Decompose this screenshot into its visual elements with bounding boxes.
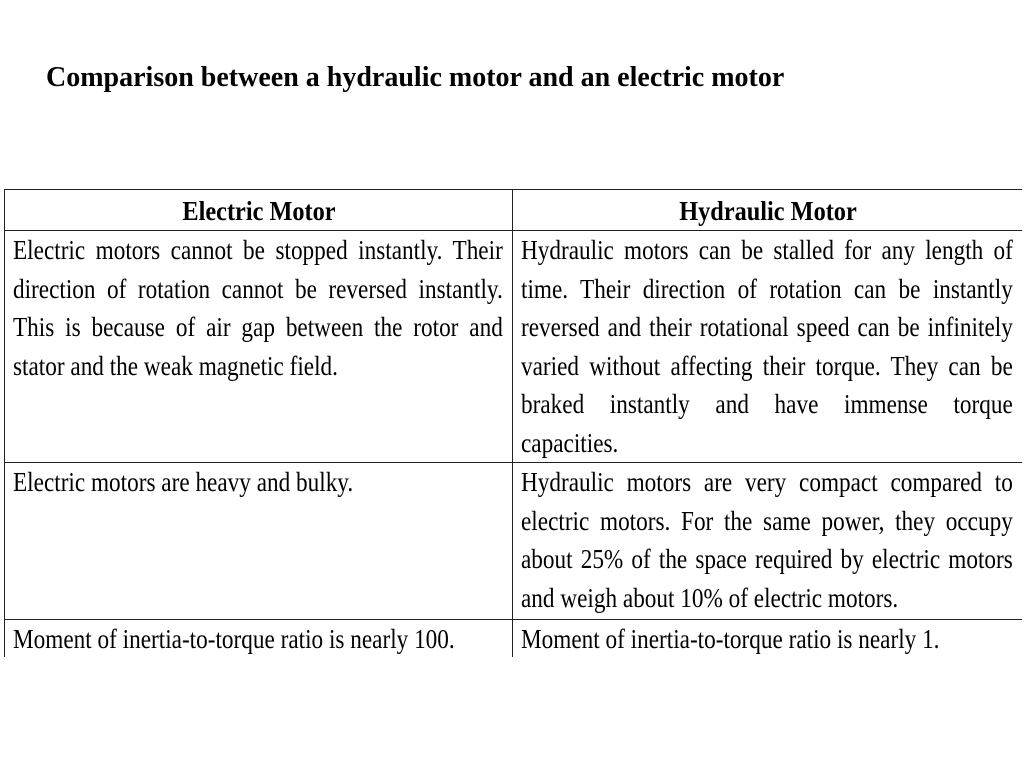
cell-text: Hydraulic motors can be stalled for any length of time. Their direction of rotation can be instantly reversed and their rotational speed can be infinitely varied without affecting their torque. They can be braked instantly and have immense torque capacities.: [521, 235, 1013, 458]
cell-text: Moment of inertia-to-torque ratio is nearly 1.: [521, 624, 940, 654]
table-row: [5, 463, 1023, 620]
cell-text: Hydraulic motors are very compact compared to electric motors. For the same power, they occupy about 25% of the space required by electric motors and weigh about 10% of electric motors.: [521, 467, 1013, 613]
table-header-row: [5, 190, 1023, 231]
hydraulic-motor-cell: [513, 620, 1023, 658]
slide-title: Comparison between a hydraulic motor and an electric motor: [46, 62, 785, 93]
header-hydraulic-motor: Hydraulic Motor: [538, 190, 997, 231]
cell-text: Electric motors are heavy and bulky.: [13, 467, 354, 497]
electric-motor-cell: [5, 231, 513, 463]
hydraulic-motor-cell: [513, 231, 1023, 463]
hydraulic-motor-cell: [513, 463, 1023, 620]
electric-motor-cell: [5, 463, 513, 620]
table-row: [5, 620, 1023, 658]
table-row: [5, 231, 1023, 463]
cell-text: Moment of inertia-to-torque ratio is nearly 100.: [13, 624, 455, 654]
electric-motor-cell: [5, 620, 513, 658]
comparison-table-container: [4, 189, 1022, 657]
cell-text: Electric motors cannot be stopped instantly. Their direction of rotation cannot be reversed instantly. This is because of air gap between the rotor and stator and the weak magnetic field.: [13, 235, 503, 381]
comparison-table: [4, 189, 1022, 657]
header-electric-motor: Electric Motor: [30, 190, 487, 231]
